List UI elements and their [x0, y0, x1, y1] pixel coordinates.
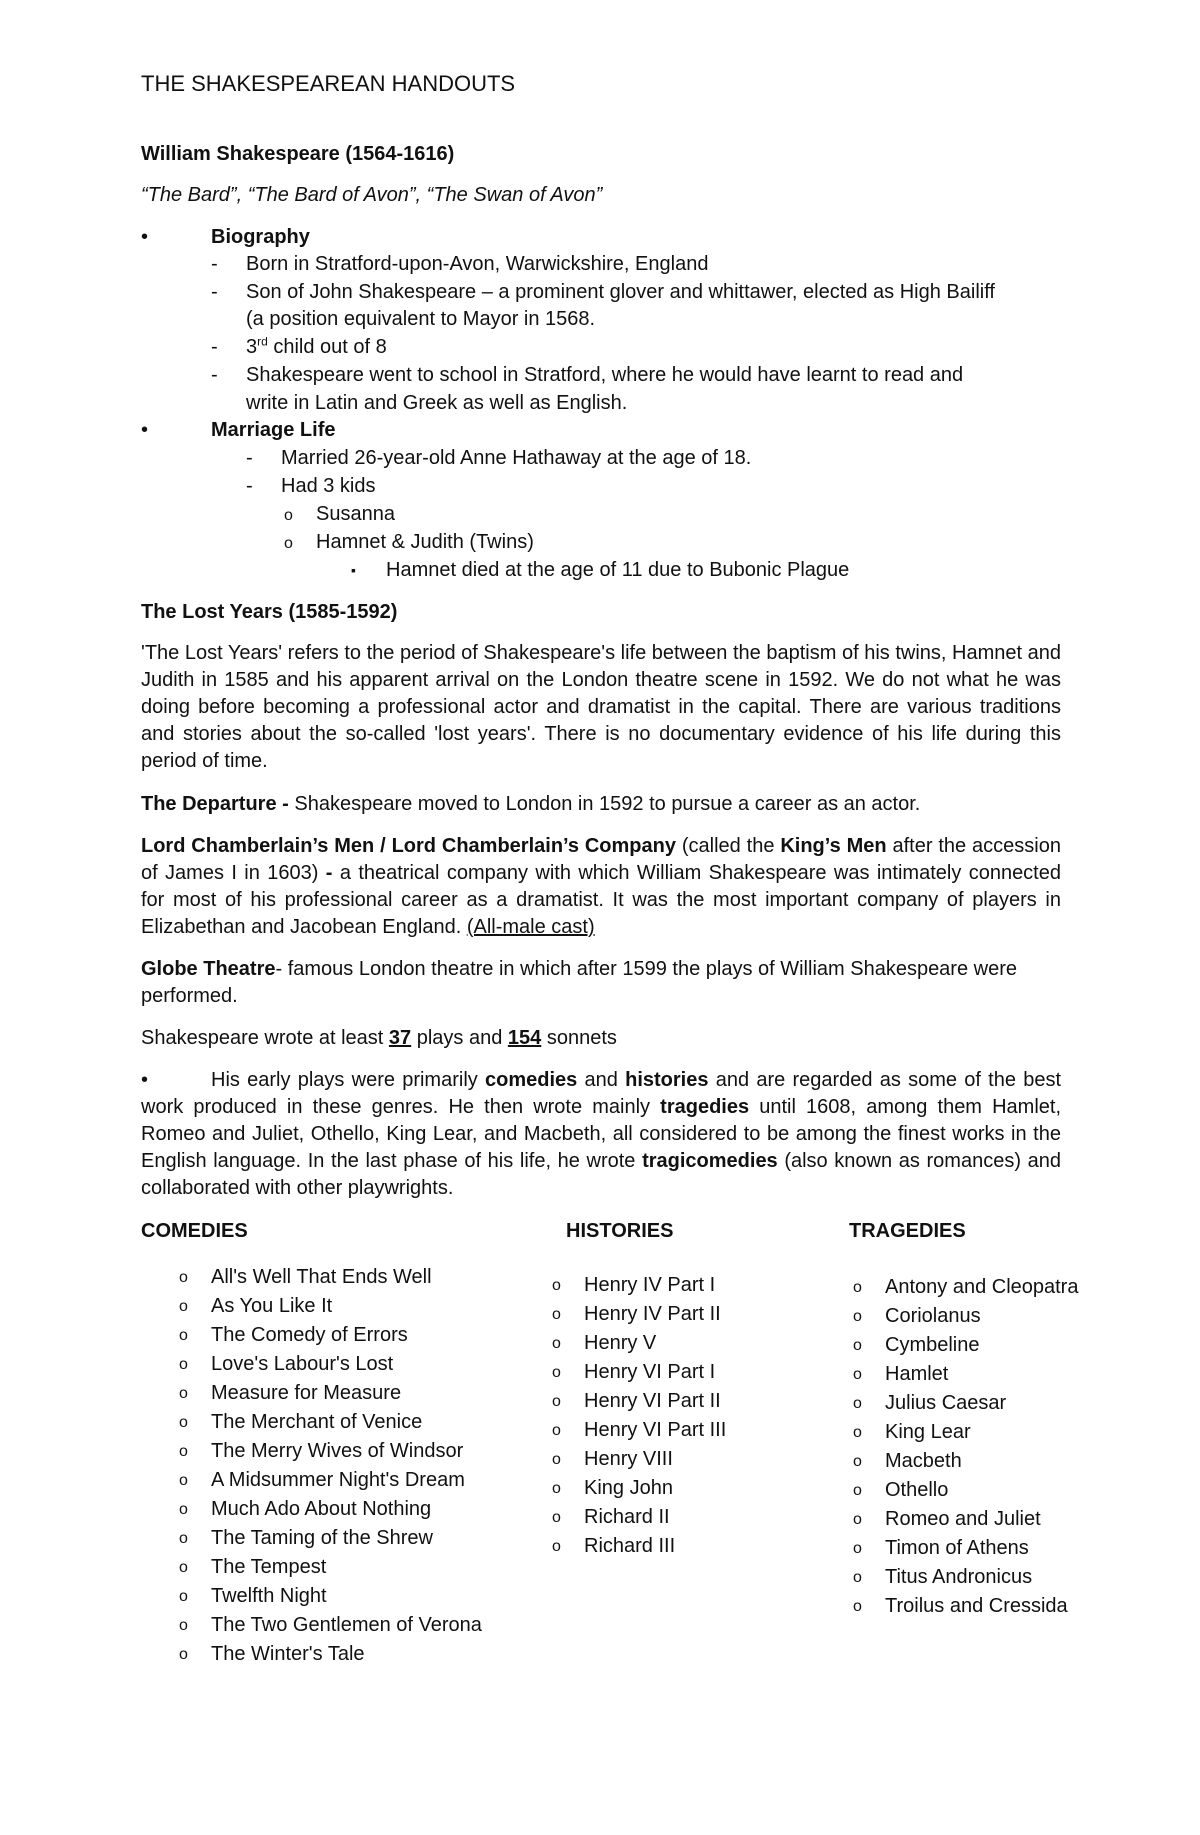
dash-icon: - [211, 281, 218, 303]
play-title [179, 1611, 482, 1640]
ordinal-number: 3 [246, 336, 258, 358]
chamberlain-paragraph [141, 833, 1061, 941]
circle-bullet-icon: o [552, 1451, 561, 1468]
departure-text: Shakespeare moved to London in 1592 to pursue a career as an actor. [288, 793, 921, 815]
play-title [179, 1495, 482, 1524]
count-text: plays and [411, 1027, 508, 1049]
play-title-text: Henry IV Part II [584, 1303, 721, 1325]
circle-bullet-icon: o [179, 1646, 188, 1663]
circle-bullet-icon: o [853, 1395, 862, 1412]
marriage-item: Married 26-year-old Anne Hathaway at the age of 18. [281, 447, 752, 469]
circle-bullet-icon: o [179, 1530, 188, 1547]
kid-item: Susanna [316, 503, 395, 525]
play-title [853, 1505, 1078, 1534]
circle-bullet-icon: o [853, 1279, 862, 1296]
early-plays-paragraph [141, 1067, 1061, 1202]
play-title [853, 1563, 1078, 1592]
square-bullet-icon: ▪ [351, 562, 356, 578]
count-text: sonnets [541, 1027, 617, 1049]
play-title [552, 1445, 726, 1474]
play-title [552, 1503, 726, 1532]
circle-bullet-icon: o [552, 1364, 561, 1381]
play-title [552, 1387, 726, 1416]
circle-bullet-icon: o [853, 1540, 862, 1557]
play-title [853, 1418, 1078, 1447]
play-title [853, 1476, 1078, 1505]
play-title [179, 1263, 482, 1292]
play-title [853, 1534, 1078, 1563]
nicknames: “The Bard”, “The Bard of Avon”, “The Swan of Avon” [141, 184, 603, 206]
play-title-text: Twelfth Night [211, 1585, 327, 1607]
play-title-text: All's Well That Ends Well [211, 1266, 432, 1288]
circle-bullet-icon: o [853, 1569, 862, 1586]
circle-bullet-icon: o [284, 535, 293, 552]
circle-bullet-icon: o [179, 1501, 188, 1518]
play-title-text: King Lear [885, 1421, 971, 1443]
kings-men: King’s Men [780, 835, 887, 857]
play-title [179, 1582, 482, 1611]
play-title-text: Much Ado About Nothing [211, 1498, 432, 1520]
kid-note: Hamnet died at the age of 11 due to Bubonic Plague [386, 559, 850, 581]
play-title [179, 1321, 482, 1350]
circle-bullet-icon: o [552, 1422, 561, 1439]
play-title [853, 1273, 1078, 1302]
count-paragraph [141, 1025, 1061, 1052]
dash-icon: - [246, 447, 253, 469]
play-title [853, 1331, 1078, 1360]
circle-bullet-icon: o [552, 1306, 561, 1323]
page-title: THE SHAKESPEAREAN HANDOUTS [141, 71, 516, 96]
circle-bullet-icon: o [853, 1366, 862, 1383]
play-title-text: Richard III [584, 1535, 676, 1557]
dash-icon: - [211, 364, 218, 386]
play-title-text: Henry IV Part I [584, 1274, 716, 1296]
play-title-text: Henry VI Part III [584, 1419, 727, 1441]
marriage-heading: Marriage Life [211, 419, 336, 441]
play-title-text: The Winter's Tale [211, 1643, 365, 1665]
circle-bullet-icon: o [179, 1414, 188, 1431]
dash-icon: - [246, 475, 253, 497]
circle-bullet-icon: o [179, 1385, 188, 1402]
play-title [179, 1292, 482, 1321]
comedies-term: comedies [485, 1069, 578, 1091]
bullet-icon: • [141, 1069, 149, 1091]
histories-list [552, 1271, 726, 1561]
comedies-heading: COMEDIES [141, 1220, 248, 1242]
play-title-text: The Taming of the Shrew [211, 1527, 433, 1549]
play-title-text: Richard II [584, 1506, 670, 1528]
bullet-icon: • [141, 419, 149, 441]
play-title-text: Hamlet [885, 1363, 949, 1385]
play-title [552, 1271, 726, 1300]
play-title [179, 1408, 482, 1437]
play-title-text: The Merry Wives of Windsor [211, 1440, 464, 1462]
play-title-text: The Merchant of Venice [211, 1411, 423, 1433]
chamberlain-text: after the accession of James I in 1603) [141, 835, 1061, 884]
name-heading: William Shakespeare (1564-1616) [141, 143, 455, 165]
circle-bullet-icon: o [853, 1337, 862, 1354]
marriage-item: Had 3 kids [281, 475, 376, 497]
circle-bullet-icon: o [284, 507, 293, 524]
play-title [552, 1329, 726, 1358]
histories-heading: HISTORIES [566, 1220, 674, 1242]
circle-bullet-icon: o [552, 1277, 561, 1294]
play-title-text: Othello [885, 1479, 949, 1501]
biography-item [246, 334, 387, 361]
play-title-text: Love's Labour's Lost [211, 1353, 394, 1375]
circle-bullet-icon: o [179, 1443, 188, 1460]
biography-item: (a position equivalent to Mayor in 1568. [246, 308, 596, 330]
globe-label: Globe Theatre [141, 958, 276, 980]
play-title [179, 1640, 482, 1669]
play-title [853, 1389, 1078, 1418]
play-title [179, 1350, 482, 1379]
play-title [179, 1553, 482, 1582]
play-title-text: King John [584, 1477, 673, 1499]
play-title [552, 1416, 726, 1445]
kid-item: Hamnet & Judith (Twins) [316, 531, 534, 553]
circle-bullet-icon: o [179, 1327, 188, 1344]
play-title [179, 1466, 482, 1495]
globe-paragraph [141, 956, 1061, 1010]
circle-bullet-icon: o [179, 1472, 188, 1489]
chamberlain-text: (called the [675, 835, 781, 857]
play-title-text: Troilus and Cressida [885, 1595, 1068, 1617]
sonnets-count: 154 [507, 1027, 542, 1049]
globe-text: - famous London theatre in which after 1599 the plays of William Shakespeare were performed. [141, 958, 1017, 1007]
play-title-text: The Two Gentlemen of Verona [211, 1614, 482, 1636]
play-title-text: Titus Andronicus [885, 1566, 1033, 1588]
play-title-text: Julius Caesar [885, 1392, 1007, 1414]
play-title [853, 1447, 1078, 1476]
early-text: until 1608, among them Hamlet, Romeo and Juliet, Othello, King Lear, and Macbeth, all considered to be among the finest works in the English language. In the last phase of his life, he wrote [141, 1096, 1062, 1172]
all-male-cast: (All-male cast) [466, 916, 595, 938]
play-title-text: Cymbeline [885, 1334, 980, 1356]
biography-item: Shakespeare went to school in Stratford, where he would have learnt to read and [246, 364, 964, 386]
play-title [552, 1358, 726, 1387]
play-title-text: Measure for Measure [211, 1382, 402, 1404]
lost-years-heading: The Lost Years (1585-1592) [141, 601, 398, 623]
circle-bullet-icon: o [853, 1424, 862, 1441]
chamberlain-text: a theatrical company with which William Shakespeare was intimately connected for most of his professional career as a dramatist. It was the most important company of players in Elizabethan and Jacobean England. [141, 862, 1061, 938]
circle-bullet-icon: o [552, 1335, 561, 1352]
lost-years-paragraph: 'The Lost Years' refers to the period of Shakespeare's life between the baptism of his twins, Hamnet and Judith in 1585 and his apparent arrival on the London theatre scene in 1592. We do not what he was doing before becoming a professional actor and dramatist in the capital. There are various traditions and stories about the so-called 'lost years'. There is no documentary evidence of his life during this period of time. [141, 642, 1061, 772]
circle-bullet-icon: o [552, 1538, 561, 1555]
play-title [179, 1524, 482, 1553]
play-title-text: Henry V [584, 1332, 657, 1354]
circle-bullet-icon: o [552, 1480, 561, 1497]
play-title-text: The Tempest [211, 1556, 327, 1578]
circle-bullet-icon: o [552, 1393, 561, 1410]
play-title-text: Romeo and Juliet [885, 1508, 1041, 1530]
early-text: His early plays were primarily [211, 1069, 486, 1091]
early-text: (also known as romances) and collaborated with other playwrights. [141, 1150, 1061, 1199]
tragicomedies-term: tragicomedies [642, 1150, 778, 1172]
play-title-text: Henry VIII [584, 1448, 673, 1470]
circle-bullet-icon: o [179, 1588, 188, 1605]
play-title-text: As You Like It [211, 1295, 333, 1317]
play-title [853, 1360, 1078, 1389]
ordinal-text: child out of 8 [273, 336, 387, 358]
count-text: Shakespeare wrote at least [141, 1027, 389, 1049]
play-title [853, 1302, 1078, 1331]
play-title [179, 1437, 482, 1466]
chamberlain-label: Lord Chamberlain’s Men / Lord Chamberlain’s Company [141, 835, 676, 857]
biography-item: Born in Stratford-upon-Avon, Warwickshire, England [246, 253, 709, 275]
circle-bullet-icon: o [552, 1509, 561, 1526]
departure-label: The Departure - [141, 793, 289, 815]
departure-paragraph [141, 791, 1061, 818]
play-title-text: Timon of Athens [885, 1537, 1029, 1559]
circle-bullet-icon: o [853, 1598, 862, 1615]
histories-term: histories [625, 1069, 709, 1091]
biography-heading: Biography [211, 226, 310, 248]
play-title-text: Coriolanus [885, 1305, 981, 1327]
comedies-list [179, 1263, 482, 1669]
early-text: and are regarded as some of the best work produced in these genres. He then wrote mainly [141, 1069, 1062, 1118]
play-title-text: The Comedy of Errors [211, 1324, 408, 1346]
biography-item: Son of John Shakespeare – a prominent glover and whittawer, elected as High Bailiff [246, 281, 995, 303]
tragedies-heading: TRAGEDIES [849, 1220, 966, 1242]
tragedies-list [853, 1273, 1078, 1621]
plays-count: 37 [388, 1027, 412, 1049]
dash-icon: - [211, 336, 218, 358]
circle-bullet-icon: o [179, 1559, 188, 1576]
ordinal-suffix: rd [257, 334, 268, 349]
circle-bullet-icon: o [179, 1269, 188, 1286]
tragedies-term: tragedies [660, 1096, 750, 1118]
circle-bullet-icon: o [179, 1298, 188, 1315]
dash-icon: - [211, 253, 218, 275]
circle-bullet-icon: o [853, 1482, 862, 1499]
play-title-text: Antony and Cleopatra [885, 1276, 1079, 1298]
chamberlain-dash: - [325, 862, 333, 884]
early-text: and [577, 1069, 626, 1091]
circle-bullet-icon: o [853, 1511, 862, 1528]
play-title [179, 1379, 482, 1408]
bullet-icon: • [141, 226, 149, 248]
play-title-text: Henry VI Part I [584, 1361, 716, 1383]
circle-bullet-icon: o [179, 1617, 188, 1634]
play-title-text: A Midsummer Night's Dream [211, 1469, 465, 1491]
play-title-text: Macbeth [885, 1450, 962, 1472]
circle-bullet-icon: o [179, 1356, 188, 1373]
biography-item: write in Latin and Greek as well as English. [246, 392, 628, 414]
play-title [552, 1474, 726, 1503]
play-title [552, 1532, 726, 1561]
play-title-text: Henry VI Part II [584, 1390, 721, 1412]
circle-bullet-icon: o [853, 1308, 862, 1325]
play-title [853, 1592, 1078, 1621]
circle-bullet-icon: o [853, 1453, 862, 1470]
play-title [552, 1300, 726, 1329]
